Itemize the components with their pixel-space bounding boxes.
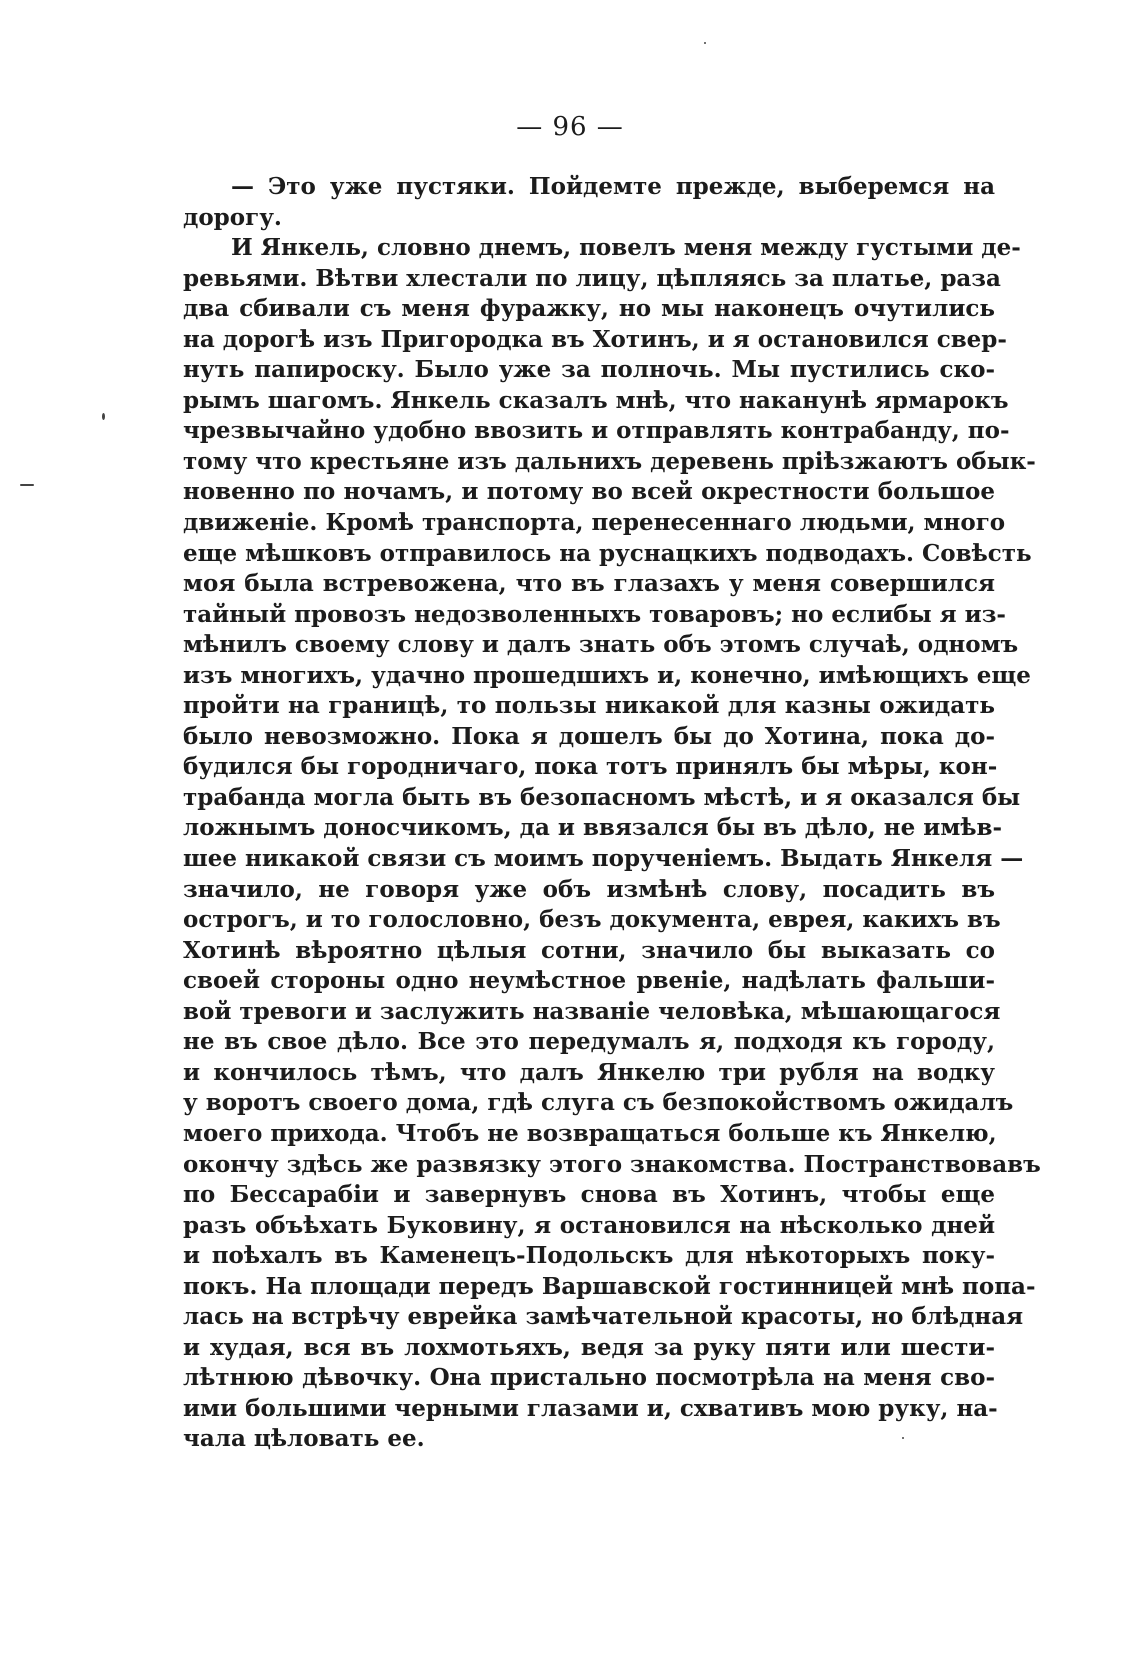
- text-line: новенно по ночамъ, и потому во всей окрестности большое: [183, 478, 995, 506]
- text-line: ложнымъ доносчикомъ, да и ввязался бы въ дѣло, не имѣв-: [183, 814, 1003, 842]
- text-line: не въ свое дѣло. Все это передумалъ я, подходя къ городу,: [183, 1028, 995, 1056]
- scan-speck: [704, 42, 706, 44]
- text-line: было невозможно. Пока я дошелъ бы до Хотина, пока до-: [183, 722, 995, 750]
- text-line: и худая, вся въ лохмотьяхъ, ведя за руку пяти или шести-: [183, 1333, 995, 1361]
- text-line: ими большими черными глазами и, схвативъ мою руку, на-: [183, 1394, 998, 1422]
- text-line: окончу здѣсь же развязку этого знакомства. Постранствовавъ: [183, 1150, 1041, 1178]
- scan-speck: [902, 1437, 904, 1439]
- text-line: чала цѣловать ее.: [183, 1425, 425, 1453]
- scan-speck: [20, 484, 34, 486]
- scan-speck: [102, 413, 105, 420]
- text-line: тому что крестьяне изъ дальнихъ деревень пріѣзжаютъ обык-: [183, 447, 1036, 475]
- text-line: рымъ шагомъ. Янкель сказалъ мнѣ, что наканунѣ ярмарокъ: [183, 386, 1009, 414]
- text-line: острогъ, и то голословно, безъ документа, еврея, какихъ въ: [183, 906, 1001, 934]
- text-line: на дорогѣ изъ Пригородка въ Хотинъ, и я остановился свер-: [183, 325, 1007, 353]
- text-line: значило, не говоря уже объ измѣнѣ слову, посадить въ: [183, 875, 995, 903]
- text-line: по Бессарабіи и завернувъ снова въ Хотинъ, чтобы еще: [183, 1181, 995, 1209]
- text-line: ревьями. Вѣтви хлестали по лицу, цѣпляясь за платье, раза: [183, 264, 1001, 292]
- text-line: чрезвычайно удобно ввозить и отправлять контрабанду, по-: [183, 417, 1010, 445]
- body-text: [183, 172, 1041, 1455]
- text-line: Хотинѣ вѣроятно цѣлыя сотни, значило бы выказать со: [183, 936, 995, 964]
- text-line: шее никакой связи съ моимъ порученіемъ. Выдать Янкеля —: [183, 845, 1024, 873]
- text-line: разъ объѣхать Буковину, я остановился на нѣсколько дней: [183, 1211, 995, 1239]
- text-line: и поѣхалъ въ Каменецъ-Подольскъ для нѣкоторыхъ поку-: [183, 1242, 995, 1270]
- text-line: моего прихода. Чтобъ не возвращаться больше къ Янкелю,: [183, 1119, 997, 1147]
- text-line: будился бы городничаго, пока тотъ принялъ бы мѣры, кон-: [183, 753, 998, 781]
- text-line: лѣтнюю дѣвочку. Она пристально посмотрѣла на меня сво-: [183, 1364, 995, 1392]
- text-line: лась на встрѣчу еврейка замѣчательной красоты, но блѣдная: [183, 1303, 1024, 1331]
- text-line: два сбивали съ меня фуражку, но мы наконецъ очутились: [183, 295, 995, 323]
- text-line: дорогу.: [183, 203, 282, 231]
- page-number: — 96 —: [516, 112, 624, 142]
- text-line: мѣнилъ своему слову и далъ знать объ этомъ случаѣ, одномъ: [183, 631, 1019, 659]
- text-line: нуть папироску. Было уже за полночь. Мы пустились ско-: [183, 356, 995, 384]
- text-line: еще мѣшковъ отправилось на руснацкихъ подводахъ. Совѣсть: [183, 539, 1032, 567]
- text-line: покъ. На площади передъ Варшавской гостинницей мнѣ попа-: [183, 1272, 1036, 1300]
- text-line: у воротъ своего дома, гдѣ слуга съ безпокойствомъ ожидалъ: [183, 1089, 1014, 1117]
- text-line: вой тревоги и заслужить названіе человѣка, мѣшающагося: [183, 997, 1001, 1025]
- text-line: — Это уже пустяки. Пойдемте прежде, выберемся на: [231, 173, 995, 200]
- text-line: моя была встревожена, что въ глазахъ у меня совершился: [183, 570, 995, 598]
- text-line: пройти на границѣ, то пользы никакой для казны ожидать: [183, 692, 995, 720]
- text-line: изъ многихъ, удачно прошедшихъ и, конечно, имѣющихъ еще: [183, 661, 1031, 689]
- text-line: движеніе. Кромѣ транспорта, перенесеннаго людьми, много: [183, 509, 1006, 537]
- text-line: своей стороны одно неумѣстное рвеніе, надѣлать фальши-: [183, 967, 995, 995]
- text-line: тайный провозъ недозволенныхъ товаровъ; но еслибы я из-: [183, 600, 1006, 628]
- text-line: трабанда могла быть въ безопасномъ мѣстѣ, и я оказался бы: [183, 783, 1021, 811]
- text-line: И Янкель, словно днемъ, повелъ меня между густыми де-: [231, 234, 1021, 262]
- text-line: и кончилось тѣмъ, что далъ Янкелю три рубля на водку: [183, 1058, 995, 1086]
